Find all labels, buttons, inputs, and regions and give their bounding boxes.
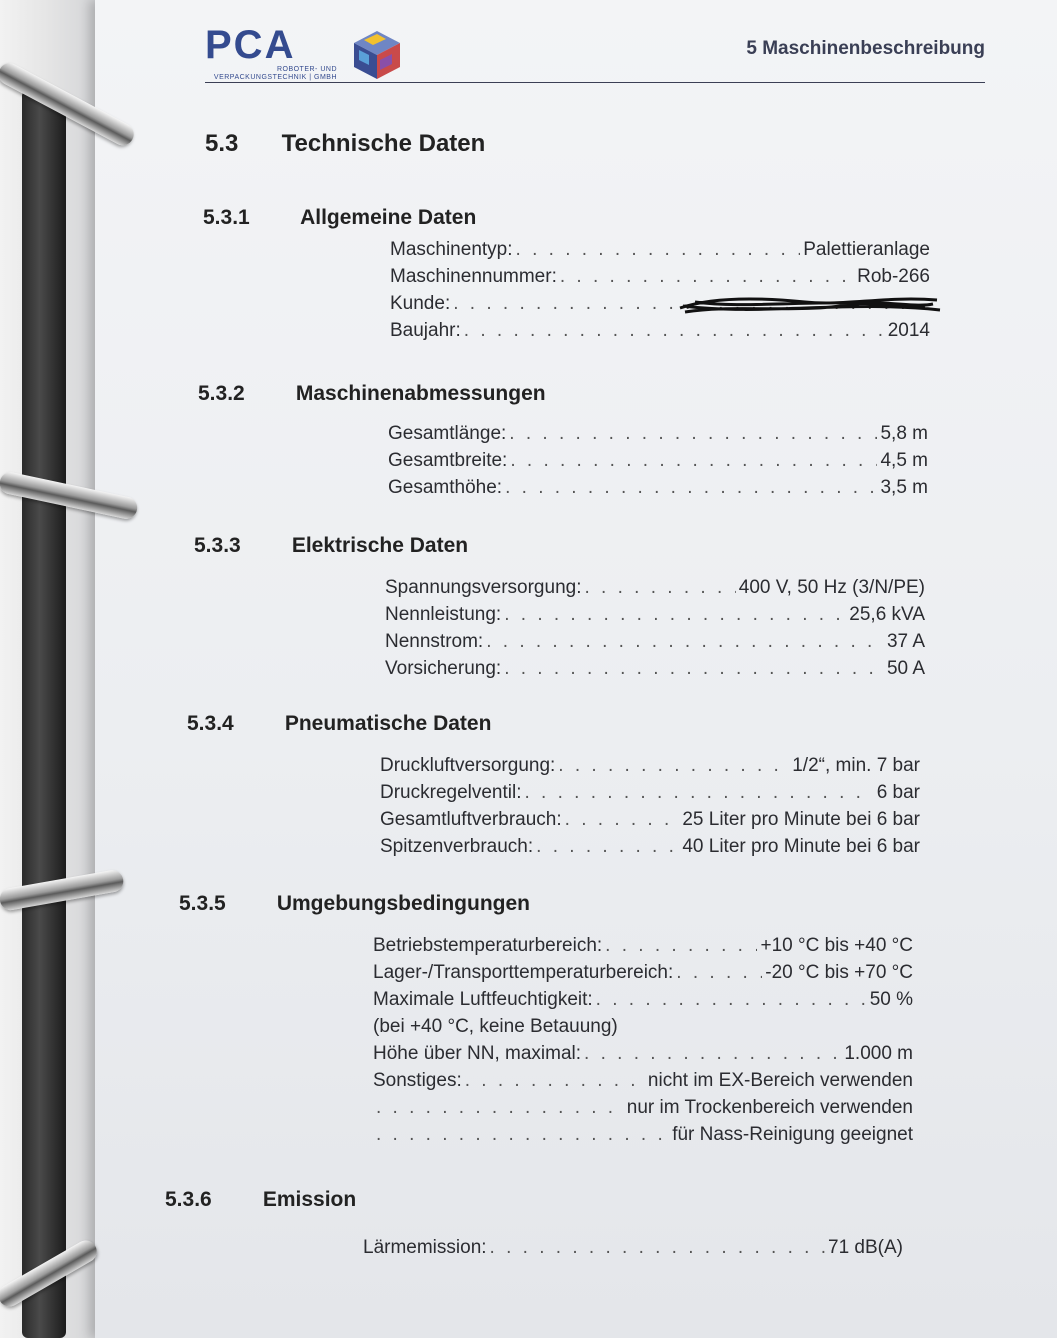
- data-row: Maschinennummer: . . . Rob-266: [390, 263, 930, 290]
- section-title: Technische Daten: [281, 130, 486, 157]
- section-heading: [205, 130, 485, 158]
- data-row: Betriebstemperaturbereich: . . . +10 °C bis +40 °C: [373, 932, 913, 959]
- data-row: Gesamthöhe: . . . 3,5 m: [388, 474, 928, 501]
- data-row: Spannungsversorgung: . . . 400 V, 50 Hz (3/N/PE): [385, 574, 925, 601]
- data-row: Höhe über NN, maximal: . . . 1.000 m: [373, 1040, 913, 1067]
- subsection-heading-elektrische: 5.3.3 Elektrische Daten: [194, 534, 469, 557]
- subsection-heading-pneumatische: 5.3.4 Pneumatische Daten: [187, 712, 492, 735]
- data-row: Maximale Luftfeuchtigkeit: . . . 50 %: [373, 986, 913, 1013]
- subsection-heading-abmessungen: 5.3.2 Maschinenabmessungen: [198, 382, 546, 405]
- rows-umgebung: [373, 932, 913, 1148]
- data-row: Lärmemission: . . . 71 dB(A): [363, 1234, 903, 1261]
- data-row: Sonstiges: . . . nicht im EX-Bereich verwenden: [373, 1067, 913, 1094]
- logo-subtitle: ROBOTER- UND VERPACKUNGSTECHNIK | GMBH: [213, 66, 337, 81]
- header-divider: [205, 82, 985, 83]
- rows-emission: [363, 1234, 903, 1261]
- subsection-heading-umgebung: 5.3.5 Umgebungsbedingungen: [179, 892, 530, 915]
- page-header: [205, 24, 985, 86]
- data-row: Nennstrom: . . . 37 A: [385, 628, 925, 655]
- data-row: Spitzenverbrauch: . . . 40 Liter pro Minute bei 6 bar: [380, 833, 920, 860]
- data-row: Nennleistung: . . . 25,6 kVA: [385, 601, 925, 628]
- data-row: Maschinentyp: . . . Palettieranlage: [390, 236, 930, 263]
- data-row: Baujahr: . . . 2014: [390, 317, 930, 344]
- data-row: Vorsicherung: . . . 50 A: [385, 655, 925, 682]
- data-row-continued: . . . nur im Trockenbereich verwenden: [373, 1094, 913, 1121]
- document-page: [95, 0, 1057, 1338]
- data-row: Kunde: . . .: [390, 290, 930, 317]
- logo-text: PCA: [205, 23, 296, 67]
- data-row: Gesamtbreite: . . . 4,5 m: [388, 447, 928, 474]
- data-row: Gesamtluftverbrauch: . . . 25 Liter pro Minute bei 6 bar: [380, 806, 920, 833]
- pca-cube-logo-icon: [350, 28, 404, 82]
- binder-spine: [22, 90, 66, 1338]
- subsection-heading-emission: 5.3.6 Emission: [165, 1188, 357, 1211]
- scribble-redaction-icon: [675, 290, 945, 320]
- data-row-note: (bei +40 °C, keine Betauung): [373, 1016, 618, 1037]
- data-row: Gesamtlänge: . . . 5,8 m: [388, 420, 928, 447]
- data-row: Lager-/Transporttemperaturbereich: . . . -20 °C bis +70 °C: [373, 959, 913, 986]
- subsection-heading-allgemeine: 5.3.1 Allgemeine Daten: [203, 206, 477, 229]
- chapter-title: 5 Maschinenbeschreibung: [746, 38, 985, 59]
- section-number: 5.3: [205, 130, 239, 157]
- rows-pneumatische: [380, 752, 920, 860]
- rows-elektrische: [385, 574, 925, 682]
- data-row: Druckluftversorgung: . . . 1/2“, min. 7 bar: [380, 752, 920, 779]
- data-row: Druckregelventil: . . . 6 bar: [380, 779, 920, 806]
- rows-abmessungen: [388, 420, 928, 501]
- data-row-continued: . . . für Nass-Reinigung geeignet: [373, 1121, 913, 1148]
